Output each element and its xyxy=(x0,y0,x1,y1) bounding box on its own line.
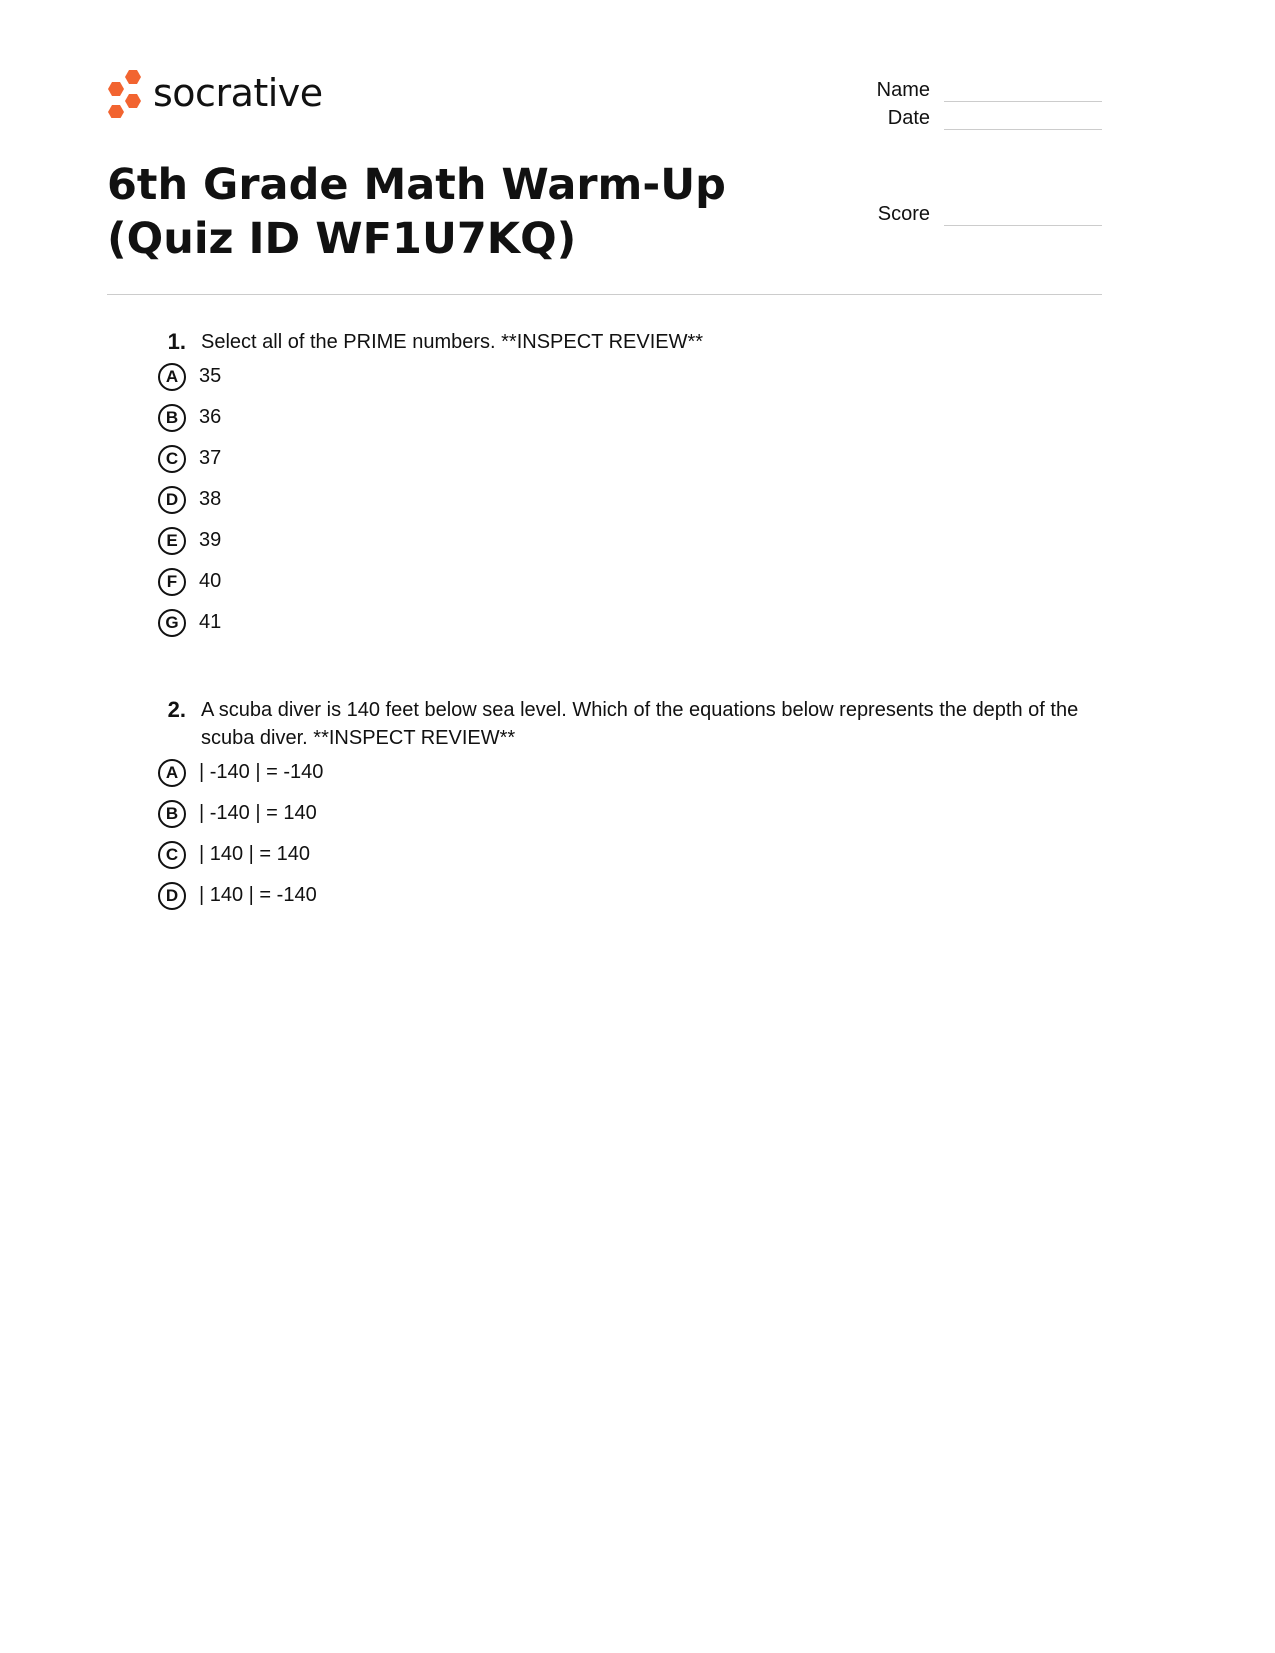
name-label: Name xyxy=(876,79,930,101)
answer-option[interactable] xyxy=(158,438,1100,479)
answer-option[interactable] xyxy=(158,397,1100,438)
divider xyxy=(107,294,1102,295)
hexagon-logo-icon xyxy=(107,68,145,118)
option-text: | -140 | = 140 xyxy=(199,802,317,824)
option-letter-bubble[interactable]: C xyxy=(158,445,186,473)
student-fields xyxy=(860,74,1102,226)
option-text: | -140 | = -140 xyxy=(199,761,324,783)
option-letter-bubble[interactable]: F xyxy=(158,568,186,596)
question-1 xyxy=(150,328,1100,643)
option-letter-bubble[interactable]: D xyxy=(158,486,186,514)
option-text: 36 xyxy=(199,406,222,428)
question-text: A scuba diver is 140 feet below sea level. Which of the equations below represents the depth of the scuba diver. **INSPECT REVIEW** xyxy=(201,699,1079,749)
date-line[interactable] xyxy=(944,109,1102,130)
answer-option[interactable] xyxy=(158,479,1100,520)
option-text: 40 xyxy=(199,570,222,592)
brand-name: socrative xyxy=(153,71,323,115)
question-number: 1. xyxy=(167,329,186,354)
answer-option[interactable] xyxy=(158,834,1100,875)
answer-option[interactable] xyxy=(158,520,1100,561)
option-letter-bubble[interactable]: E xyxy=(158,527,186,555)
option-letter-bubble[interactable]: B xyxy=(158,404,186,432)
score-line[interactable] xyxy=(944,205,1102,226)
option-letter-bubble[interactable]: G xyxy=(158,609,186,637)
option-letter-bubble[interactable]: D xyxy=(158,882,186,910)
answer-option[interactable] xyxy=(158,561,1100,602)
answer-option[interactable] xyxy=(158,752,1100,793)
option-text: 38 xyxy=(199,488,222,510)
answer-option[interactable] xyxy=(158,875,1100,916)
date-label: Date xyxy=(887,107,930,129)
page-title: 6th Grade Math Warm-Up (Quiz ID WF1U7KQ) xyxy=(107,160,726,264)
option-text: 35 xyxy=(199,365,222,387)
socrative-logo xyxy=(107,68,323,118)
name-field[interactable] xyxy=(860,74,1102,102)
question-number: 2. xyxy=(167,697,186,722)
question-text: Select all of the PRIME numbers. **INSPECT REVIEW** xyxy=(201,331,704,353)
option-letter-bubble[interactable]: A xyxy=(158,759,186,787)
name-line[interactable] xyxy=(944,81,1102,102)
option-text: 39 xyxy=(199,529,222,551)
answer-option[interactable] xyxy=(158,793,1100,834)
option-text: | 140 | = 140 xyxy=(199,843,311,865)
score-label: Score xyxy=(877,203,930,225)
answer-option[interactable] xyxy=(158,356,1100,397)
option-text: 37 xyxy=(199,447,222,469)
option-text: 41 xyxy=(199,611,222,633)
option-letter-bubble[interactable]: A xyxy=(158,363,186,391)
question-2 xyxy=(150,696,1100,916)
option-letter-bubble[interactable]: C xyxy=(158,841,186,869)
option-letter-bubble[interactable]: B xyxy=(158,800,186,828)
date-field[interactable] xyxy=(860,102,1102,130)
answer-option[interactable] xyxy=(158,602,1100,643)
score-field[interactable] xyxy=(860,198,1102,226)
option-text: | 140 | = -140 xyxy=(199,884,317,906)
